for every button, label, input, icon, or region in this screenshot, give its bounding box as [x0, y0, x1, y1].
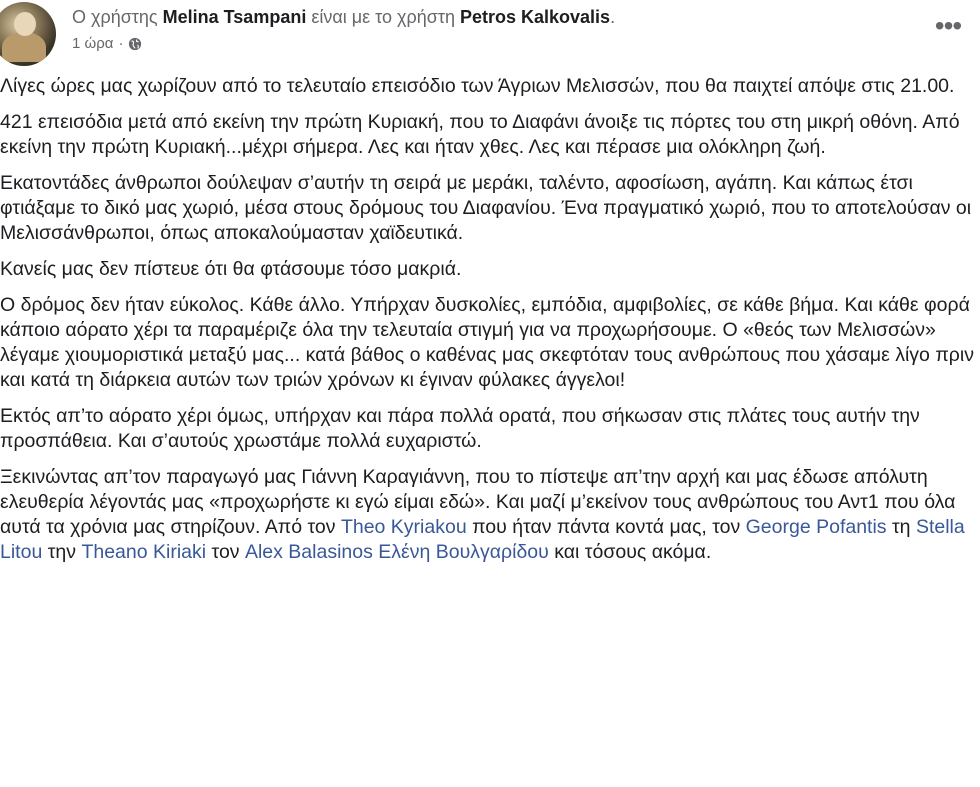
headline-middle: είναι με το χρήστη — [311, 7, 455, 27]
headline-suffix: . — [610, 7, 616, 27]
headline-prefix: Ο χρήστης — [72, 7, 158, 27]
meta-separator: · — [118, 35, 124, 52]
mention-link[interactable]: Ελένη Βουλγαρίδου — [378, 541, 549, 563]
tagged-user-link[interactable]: Petros Kalkovalis — [459, 7, 611, 27]
mention-link[interactable]: Theo Kyriakou — [340, 516, 467, 538]
mention-link[interactable]: George Pofantis — [745, 516, 887, 538]
paragraph-text: την — [42, 541, 82, 563]
author-name-link[interactable]: Melina Tsampani — [162, 7, 307, 27]
paragraph-text: που ήταν πάντα κοντά μας, τον — [466, 516, 746, 538]
globe-icon[interactable] — [128, 37, 142, 51]
paragraph-text: Ξεκινώντας απ’τον παραγωγό μας Γιάννη Καραγιάννη, που το πίστεψε απ’την αρχή και μας έδωσε απόλυτη ελευθερία λέγοντάς μας «προχωρήστε κι εγώ είμαι εδώ». Και μαζί μ’εκείνον τους ανθρώπους του Αντ1 που όλα αυτά τα χρόνια μας στηρίζουν. Από τον — [0, 466, 956, 538]
more-options-button[interactable] — [930, 10, 966, 41]
post-headline — [72, 5, 615, 29]
post-paragraph: Εκατοντάδες άνθρωποι δούλεψαν σ’αυτήν τη σειρά με μεράκι, ταλέντο, αφοσίωση, αγάπη. Και κάπως έτσι φτιάξαμε το δικό μας χωριό, μέσα στους δρόμους του Διαφανίου. Ένα πραγματικό χωριό, που το αποτελούσαν οι Μελισσάνθρωποι, όπως αποκαλούμασταν χαϊδευτικά. — [0, 172, 972, 244]
post-timestamp-link[interactable]: 1 ώρα — [72, 35, 114, 52]
post-paragraph: Κανείς μας δεν πίστευε ότι θα φτάσουμε τόσο μακριά. — [0, 258, 462, 280]
post-paragraph: Λίγες ώρες μας χωρίζουν από το τελευταίο επεισόδιο των Άγριων Μελισσών, που θα παιχτεί απόψε στις 21.00. — [0, 75, 955, 97]
more-horizontal-icon: ••• — [934, 10, 962, 41]
post-paragraph: Ο δρόμος δεν ήταν εύκολος. Κάθε άλλο. Υπήρχαν δυσκολίες, εμπόδια, αμφιβολίες, σε κάθε βήμα. Και κάθε φορά κάποιο αόρατο χέρι τα παραμέριζε όλα την τελευταία στιγμή για να προχωρήσουμε. Ο «θεός των Μελισσών» λέγαμε χιουμοριστικά μεταξύ μας... κατά βάθος ο καθένας μας σκεφτόταν τους ανθρώπους που χάσαμε λίγο πριν και κατά τη διάρκεια αυτών των τριών χρόνων κι έγιναν φύλακες άγγελοι! — [0, 294, 974, 391]
post-paragraph-last — [0, 465, 978, 565]
post-header — [0, 0, 980, 64]
paragraph-text: τον — [206, 541, 245, 563]
post-meta — [72, 34, 142, 54]
paragraph-text: τη — [886, 516, 916, 538]
mention-link[interactable]: Alex Balasinos — [244, 541, 373, 563]
mention-link[interactable]: Theano Kiriaki — [81, 541, 207, 563]
author-avatar[interactable] — [0, 2, 56, 66]
post-paragraph: 421 επεισόδια μετά από εκείνη την πρώτη Κυριακή, που το Διαφάνι άνοιξε τις πόρτες του στη μικρή οθόνη. Από εκείνη την πρώτη Κυριακή...μέχρι σήμερα. Λες και ήταν χθες. Λες και πέρασε μια ολόκληρη ζωή. — [0, 111, 960, 158]
paragraph-text: και τόσους ακόμα. — [548, 541, 712, 563]
post-paragraph: Εκτός απ’το αόρατο χέρι όμως, υπήρχαν και πάρα πολλά ορατά, που σήκωσαν στις πλάτες τους αυτήν την προσπάθεια. Και σ’αυτούς χρωστάμε πολλά ευχαριστώ. — [0, 405, 920, 452]
mention-link[interactable]: Stella Litou — [0, 516, 965, 563]
post-body — [0, 74, 978, 576]
